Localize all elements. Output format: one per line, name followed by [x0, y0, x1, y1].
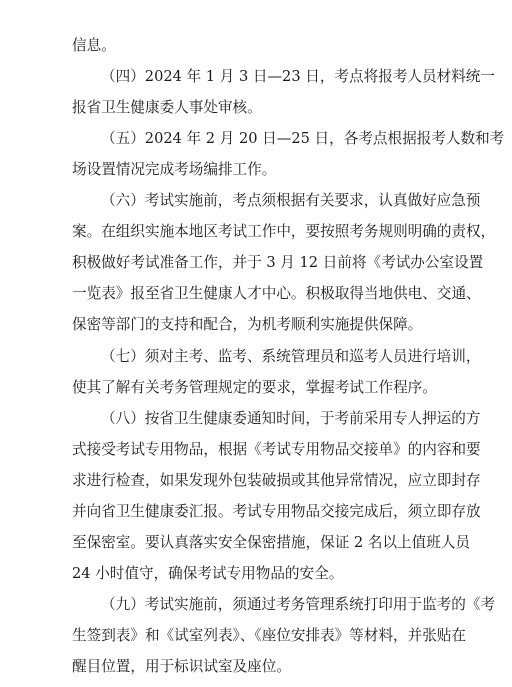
text-line: 求进行检查，如果发现外包装破损或其他异常情况，应立即封存 — [72, 471, 481, 489]
text-line: 一览表》报至省卫生健康人才中心。积极取得当地供电、交通、 — [72, 285, 481, 303]
text-line: 保密等部门的支持和配合，为机考顺利实施提供保障。 — [72, 316, 423, 334]
text-line: 生签到表》和《试室列表》、《座位安排表》等材料，并张贴在 — [72, 627, 467, 644]
text-line: 报省卫生健康委人事处审核。 — [72, 99, 262, 117]
text-line: 式接受考试专用物品，根据《考试专用物品交接单》的内容和要 — [72, 440, 481, 458]
text-line: （九）考试实施前，须通过考务管理系统打印用于监考的《考 — [101, 595, 496, 613]
text-line: （八）按省卫生健康委通知时间，于考前采用专人押运的方 — [101, 409, 481, 427]
text-line: 案。在组织实施本地区考试工作中，要按照考务规则明确的责权， — [72, 223, 496, 241]
text-line: 使其了解有关考务管理规定的要求，掌握考试工作程序。 — [72, 378, 437, 396]
text-line: 至保密室。要认真落实安全保密措施，保证 2 名以上值班人员 — [72, 533, 471, 551]
text-line: 24 小时值守，确保考试专用物品的安全。 — [72, 564, 344, 582]
text-line: 信息。 — [72, 37, 116, 54]
text-line: （六）考试实施前，考点须根据有关要求，认真做好应急预 — [101, 192, 481, 210]
text-line: 场设置情况完成考场编排工作。 — [72, 161, 277, 179]
text-line: （七）须对主考、监考、系统管理员和巡考人员进行培训， — [101, 347, 481, 365]
text-line: （四）2024 年 1 月 3 日—23 日，考点将报考人员材料统一 — [101, 68, 495, 85]
text-line: （五）2024 年 2 月 20 日—25 日，各考点根据报考人数和考 — [101, 130, 505, 148]
text-line: 醒目位置，用于标识试室及座位。 — [72, 658, 291, 675]
text-line: 积极做好考试准备工作，并于 3 月 12 日前将《考试办公室设置 — [72, 254, 484, 272]
text-line: 并向省卫生健康委汇报。考试专用物品交接完成后，须立即存放 — [72, 502, 481, 520]
